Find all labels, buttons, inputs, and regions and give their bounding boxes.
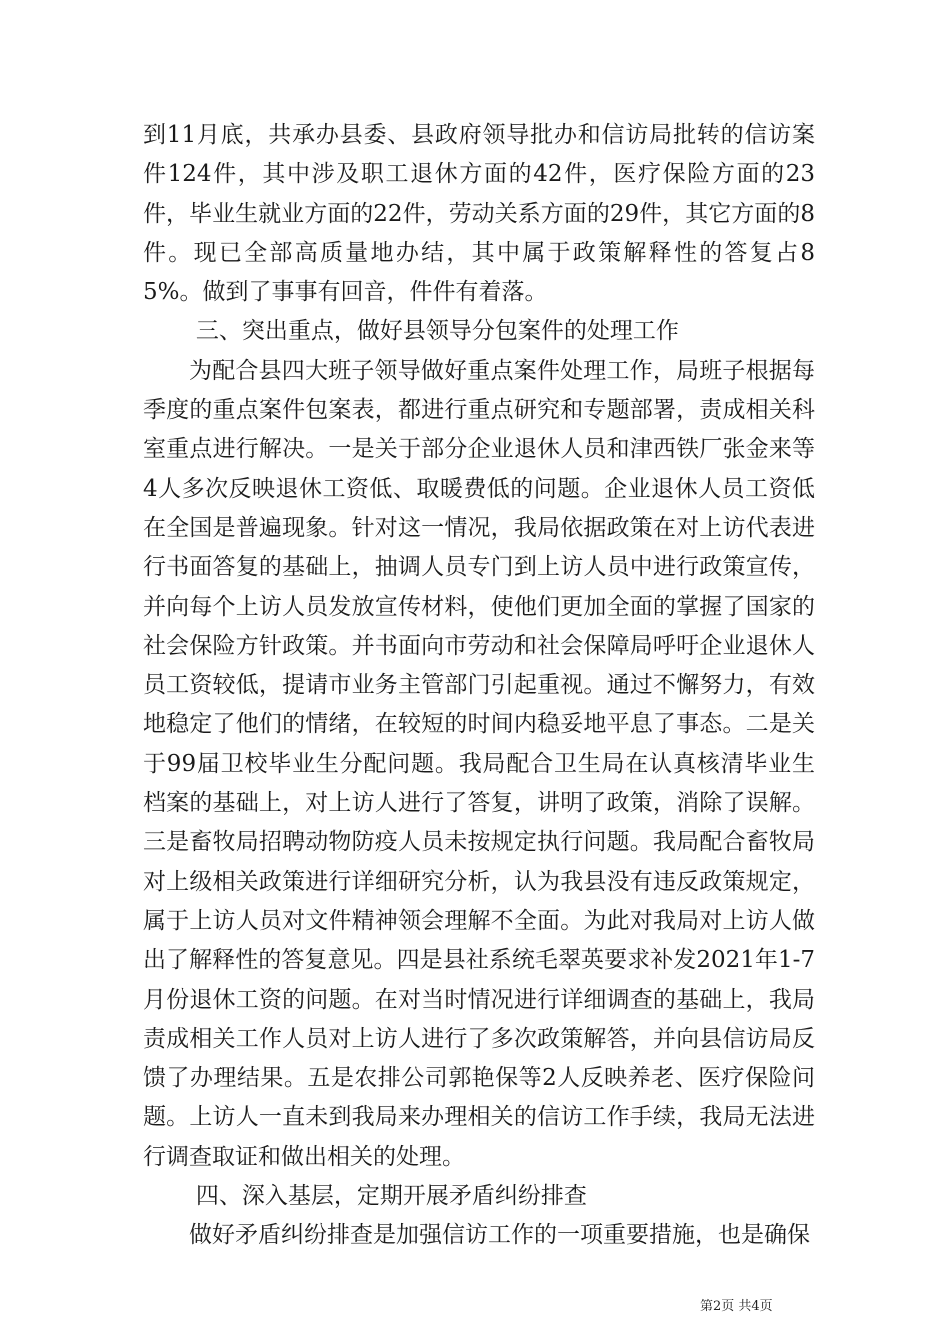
paragraph-key-cases: 为配合县四大班子领导做好重点案件处理工作，局班子根据每季度的重点案件包案表，都进行重点研究和专题部署，责成相关科室重点进行解决。一是关于部分企业退休人员和津西铁厂张金来等4人多次反映退休工资低、取暖费低的问题。企业退休人员工资低在全国是普遍现象。针对这一情况，我局依据政策在对上访代表进行书面答复的基础上，抽调人员专门到上访人员中进行政策宣传，并向每个上访人员发放宣传材料，使他们更加全面的掌握了国家的社会保险方针政策。并书面向市劳动和社会保障局呼吁企业退休人员工资较低，提请市业务主管部门引起重视。通过不懈努力，有效地稳定了他们的情绪，在较短的时间内稳妥地平息了事态。二是关于99届卫校毕业生分配问题。我局配合卫生局在认真核清毕业生档案的基础上，对上访人进行了答复，讲明了政策，消除了误解。三是畜牧局招聘动物防疫人员未按规定执行问题。我局配合畜牧局对上级相关政策进行详细研究分析，认为我县没有违反政策规定，属于上访人员对文件精神领会理解不全面。为此对我局对上访人做出了解释性的答复意见。四是县社系统毛翠英要求补发2021年1-7月份退休工资的问题。在对当时情况进行详细调查的基础上，我局责成相关工作人员对上访人进行了多次政策解答，并向县信访局反馈了办理结果。五是农排公司郭艳保等2人反映养老、医疗保险问题。上访人一直未到我局来办理相关的信访工作手续，我局无法进行调查取证和做出相关的处理。 <box>143 357 815 1170</box>
page-number-footer: 第2页 共4页 <box>700 1299 773 1314</box>
paragraph-dispute-screening: 做好矛盾纠纷排查是加强信访工作的一项重要措施，也是确保 <box>189 1222 810 1249</box>
paragraph-case-summary: 到11月底，共承办县委、县政府领导批办和信访局批转的信访案件124件，其中涉及职工退休方面的42件，医疗保险方面的23件，毕业生就业方面的22件，劳动关系方面的29件，其它方面的8件。现已全部高质量地办结，其中属于政策解释性的答复占85%。做到了事事有回音，件件有着落。 <box>143 122 815 306</box>
section-heading-3: 三、突出重点，做好县领导分包案件的处理工作 <box>195 318 679 345</box>
document-body <box>143 116 815 1256</box>
section-heading-4: 四、深入基层，定期开展矛盾纠纷排查 <box>195 1183 587 1210</box>
